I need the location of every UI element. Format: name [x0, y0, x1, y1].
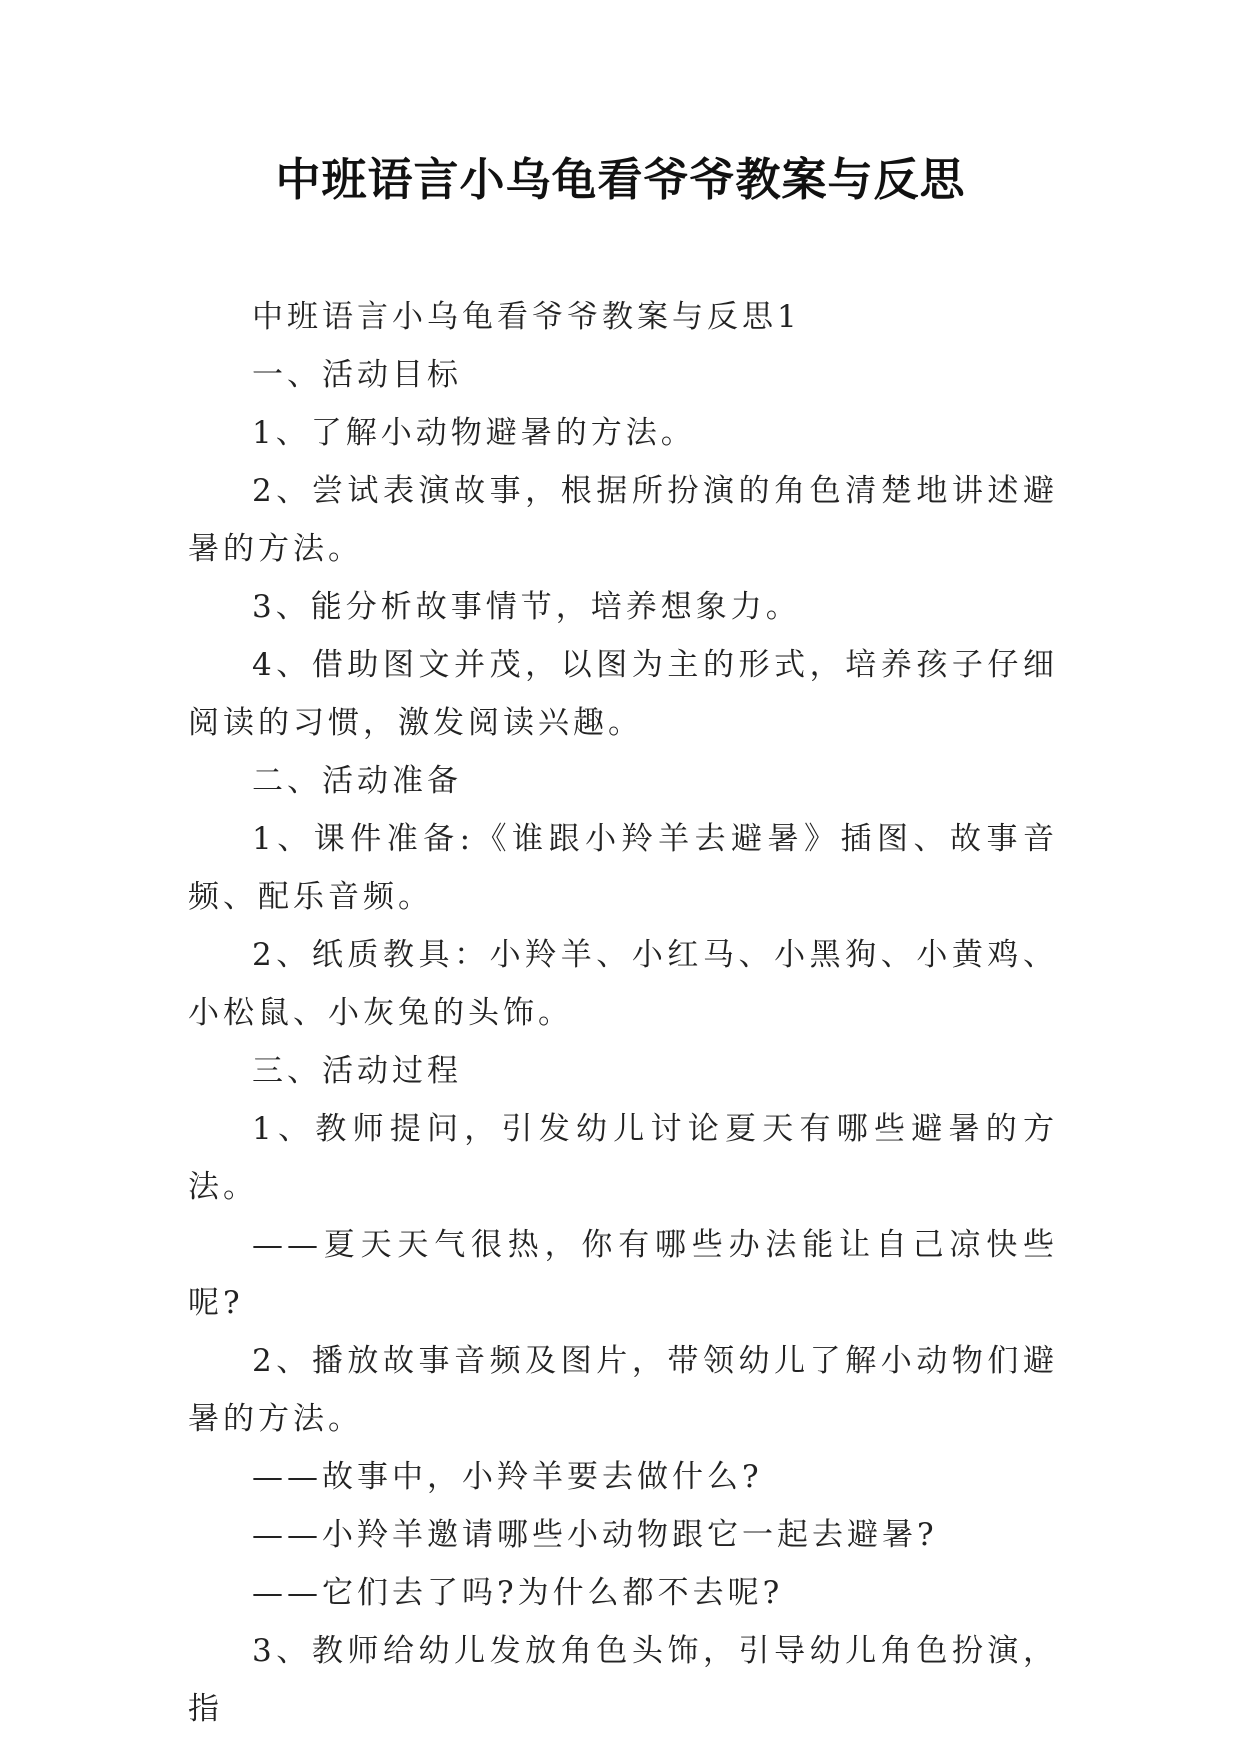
paragraph-question-2: ——故事中，小羚羊要去做什么? [252, 1459, 763, 1495]
paragraph-goal-4: 4、借助图文并茂，以图为主的形式，培养孩子仔细阅读的习惯，激发阅读兴趣。 [188, 647, 1058, 741]
document-title: 中班语言小乌龟看爷爷教案与反思 [275, 153, 966, 206]
paragraph-prep-1: 1、课件准备:《谁跟小羚羊去避暑》插图、故事音频、配乐音频。 [188, 821, 1058, 915]
paragraph-question-4: ——它们去了吗?为什么都不去呢? [252, 1575, 784, 1611]
paragraph-process-1: 1、教师提问，引发幼儿讨论夏天有哪些避暑的方法。 [188, 1111, 1058, 1205]
paragraph-section-preparation: 二、活动准备 [252, 763, 462, 799]
paragraph-goal-3: 3、能分析故事情节，培养想象力。 [252, 589, 801, 625]
paragraph-prep-2: 2、纸质教具：小羚羊、小红马、小黑狗、小黄鸡、小松鼠、小灰兔的头饰。 [188, 937, 1058, 1031]
paragraph-goal-1: 1、了解小动物避暑的方法。 [252, 415, 696, 451]
paragraph-question-1: ——夏天天气很热，你有哪些办法能让自己凉快些呢? [188, 1227, 1058, 1321]
paragraph-section-process: 三、活动过程 [252, 1053, 462, 1089]
paragraph-section-goals: 一、活动目标 [252, 357, 462, 393]
paragraph-process-2: 2、播放故事音频及图片，带领幼儿了解小动物们避暑的方法。 [188, 1343, 1058, 1437]
paragraph-process-3: 3、教师给幼儿发放角色头饰，引导幼儿角色扮演，指 [188, 1633, 1058, 1727]
document-body [188, 288, 1058, 1738]
paragraph-question-3: ——小羚羊邀请哪些小动物跟它一起去避暑? [252, 1517, 938, 1553]
paragraph-subtitle: 中班语言小乌龟看爷爷教案与反思1 [252, 299, 801, 335]
paragraph-goal-2: 2、尝试表演故事，根据所扮演的角色清楚地讲述避暑的方法。 [188, 473, 1058, 567]
